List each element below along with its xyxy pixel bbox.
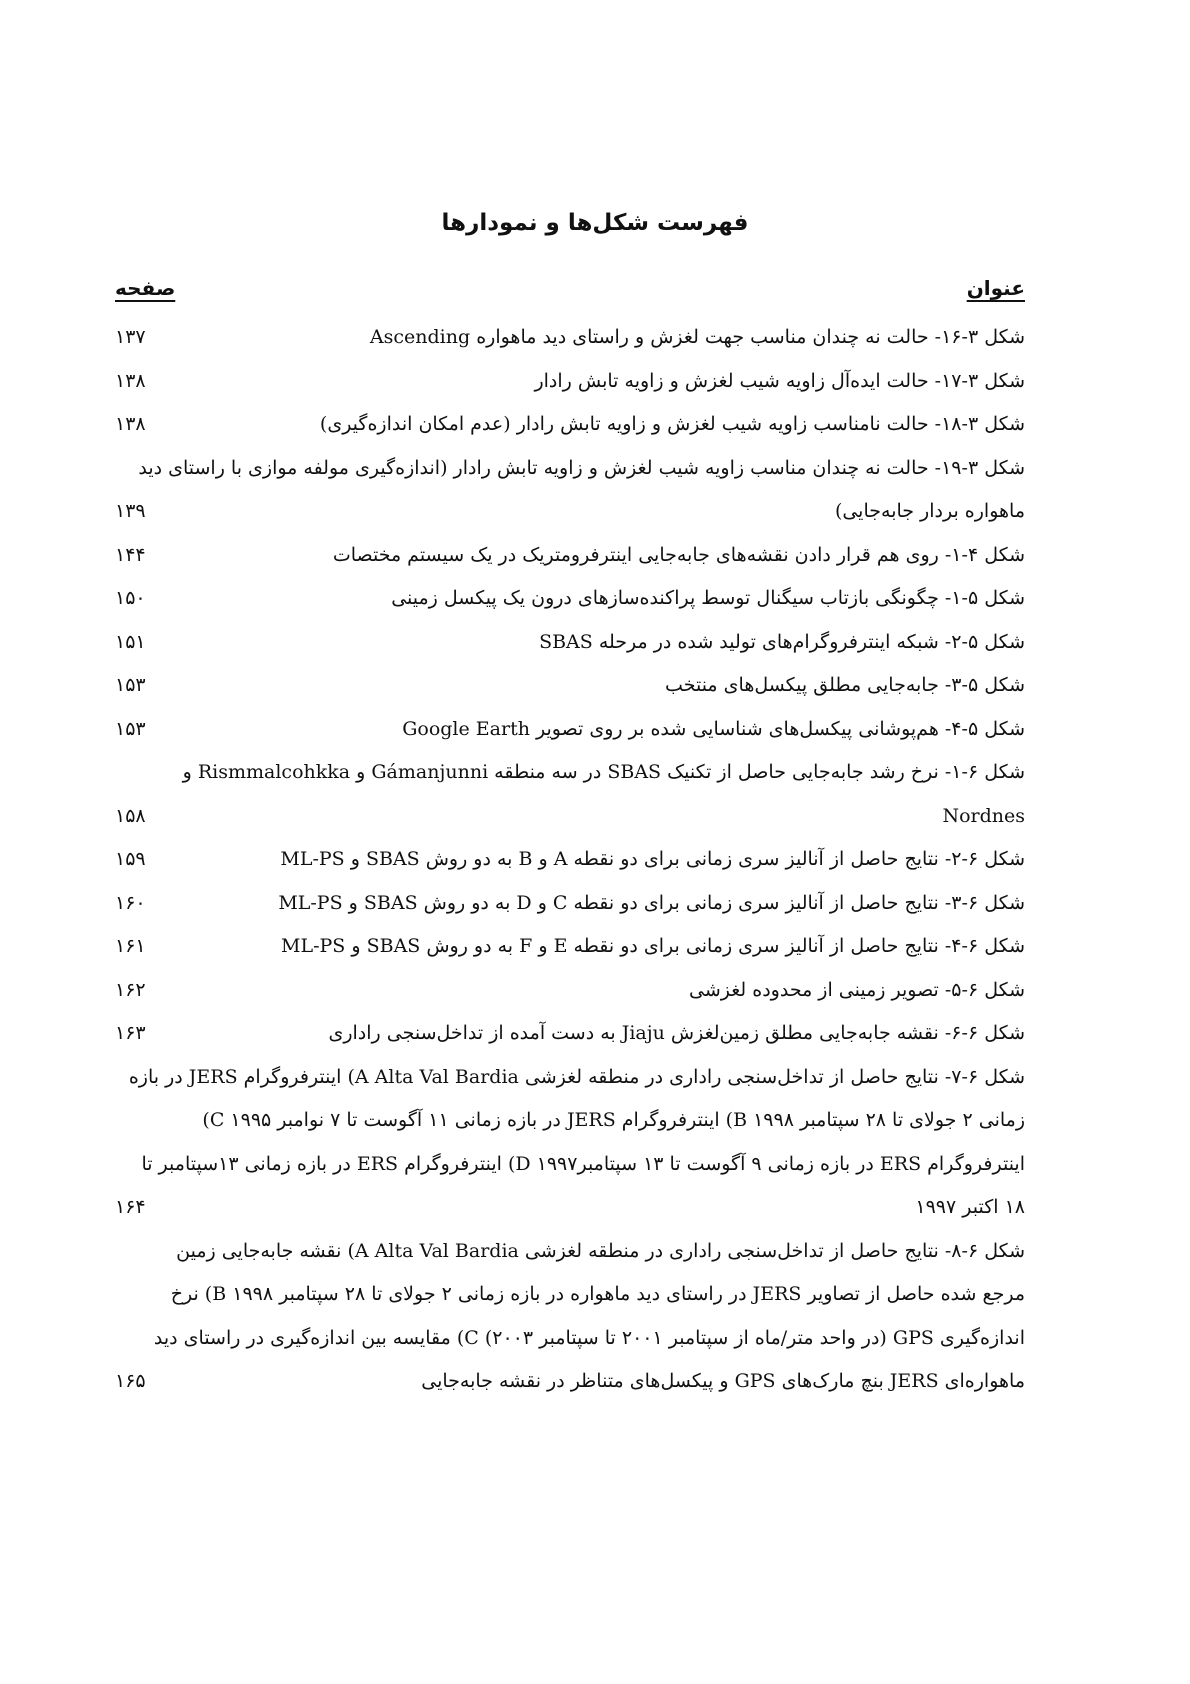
figure-caption: شکل ۵-۲- شبکه اینترفروگرام‌های تولید شده در مرحله SBAS bbox=[539, 630, 1025, 653]
figure-caption: شکل ۵-۴- هم‌پوشانی پیکسل‌های شناسایی شده بر روی تصویر Google Earth bbox=[402, 717, 1025, 740]
page-number: ۱۳۸ bbox=[115, 369, 146, 392]
figure-caption: شکل ۳-۱۶- حالت نه چندان مناسب جهت لغزش و راستای دید ماهواره Ascending bbox=[369, 326, 1025, 348]
figure-caption: شکل ۳-۱۷- حالت ایده‌آل زاویه شیب لغزش و زاویه تابش رادار bbox=[534, 369, 1025, 392]
figure-entry-line bbox=[115, 1230, 1025, 1274]
figure-caption: شکل ۳-۱۸- حالت نامناسب زاویه شیب لغزش و زاویه تابش رادار (عدم امکان اندازه‌گیری) bbox=[319, 413, 1025, 435]
figure-entry-line bbox=[115, 1056, 1025, 1100]
figure-entry-line bbox=[115, 316, 1025, 360]
page-number: ۱۶۳ bbox=[115, 1022, 146, 1044]
figure-caption: ۱۸ اکتبر ۱۹۹۷ bbox=[915, 1196, 1025, 1218]
figure-caption: اینترفروگرام ERS در بازه زمانی ۹ آگوست تا ۱۳ سپتامبر۱۹۹۷ D) اینترفروگرام ERS در بازه زمانی ۱۳سپتامبر تا bbox=[141, 1152, 1025, 1175]
figure-caption: شکل ۶-۶- نقشه جابه‌جایی مطلق زمین‌لغزش Jiaju به دست آمده از تداخل‌سنجی راداری bbox=[328, 1022, 1025, 1044]
figure-entry-line bbox=[115, 1186, 1025, 1230]
figure-entry-line bbox=[115, 838, 1025, 882]
figure-entry-line bbox=[115, 708, 1025, 752]
figure-caption: زمانی ۲ جولای تا ۲۸ سپتامبر ۱۹۹۸ B) اینترفروگرام JERS در بازه زمانی ۱۱ آگوست تا ۷ نوامبر ۱۹۹۵ C) bbox=[202, 1109, 1025, 1131]
figure-entry-line bbox=[115, 795, 1025, 839]
figure-entry-line bbox=[115, 1099, 1025, 1143]
page-number: ۱۵۸ bbox=[115, 804, 146, 827]
title-column-header: عنوان bbox=[966, 276, 1025, 300]
figure-entry-line bbox=[115, 1273, 1025, 1317]
page-number: ۱۶۵ bbox=[115, 1370, 146, 1392]
page-number: ۱۵۳ bbox=[115, 717, 146, 740]
page-number: ۱۳۷ bbox=[115, 326, 146, 348]
figure-caption: شکل ۶-۴- نتایج حاصل از آنالیز سری زمانی برای دو نقطه E و F به دو روش SBAS و ML-PS bbox=[281, 935, 1025, 957]
figure-entry-line bbox=[115, 1012, 1025, 1056]
page-number: ۱۳۹ bbox=[115, 500, 146, 522]
page-column-header: صفحه bbox=[115, 276, 176, 300]
figure-caption: شکل ۳-۱۹- حالت نه چندان مناسب زاویه شیب لغزش و زاویه تابش رادار (اندازه‌گیری مولفه موازی با راستای دید bbox=[138, 456, 1025, 479]
figure-caption: شکل ۶-۸- نتایج حاصل از تداخل‌سنجی راداری در منطقه لغزشی A Alta Val Bardia) نقشه جابه‌جایی زمین bbox=[176, 1239, 1025, 1262]
figure-caption: شکل ۵-۱- چگونگی بازتاب سیگنال توسط پراکنده‌سازهای درون یک پیکسل زمینی bbox=[391, 587, 1025, 609]
figure-entry-line bbox=[115, 882, 1025, 926]
figure-entry-line bbox=[115, 1360, 1025, 1404]
figure-caption: ماهواره‌ای JERS بنچ مارک‌های GPS و پیکسل‌های متناظر در نقشه جابه‌جایی bbox=[421, 1370, 1025, 1392]
figure-caption: شکل ۶-۷- نتایج حاصل از تداخل‌سنجی راداری در منطقه لغزشی A Alta Val Bardia) اینترفروگرام JERS در بازه bbox=[128, 1065, 1025, 1088]
page-number: ۱۴۴ bbox=[115, 543, 146, 566]
page-number: ۱۳۸ bbox=[115, 413, 146, 435]
figure-entries bbox=[115, 316, 1025, 1404]
figure-entry-line bbox=[115, 664, 1025, 708]
figure-caption: Nordnes bbox=[942, 804, 1025, 827]
figure-caption: شکل ۶-۱- نرخ رشد جابه‌جایی حاصل از تکنیک SBAS در سه منطقه Gámanjunni و Rismmalcohkka و bbox=[182, 761, 1025, 783]
figure-entry-line bbox=[115, 360, 1025, 404]
figure-caption: شکل ۶-۲- نتایج حاصل از آنالیز سری زمانی برای دو نقطه A و B به دو روش SBAS و ML-PS bbox=[280, 848, 1025, 870]
figure-entry-line bbox=[115, 969, 1025, 1013]
page-number: ۱۶۰ bbox=[115, 891, 146, 914]
page-number: ۱۵۳ bbox=[115, 674, 146, 696]
page-number: ۱۶۴ bbox=[115, 1196, 146, 1218]
figure-entry-line bbox=[115, 1317, 1025, 1361]
page-number: ۱۶۱ bbox=[115, 935, 146, 957]
figure-caption: مرجع شده حاصل از تصاویر JERS در راستای دید ماهواره در بازه زمانی ۲ جولای تا ۲۸ سپتامبر ۱۹۹۸ B) نرخ bbox=[170, 1283, 1025, 1305]
figure-caption: اندازه‌گیری GPS (در واحد متر/ماه از سپتامبر ۲۰۰۱ تا سپتامبر ۲۰۰۳) C) مقایسه بین اندازه‌گیری در راستای دید bbox=[153, 1326, 1025, 1349]
figure-caption: شکل ۶-۳- نتایج حاصل از آنالیز سری زمانی برای دو نقطه C و D به دو روش SBAS و ML-PS bbox=[278, 891, 1025, 914]
page-number: ۱۵۱ bbox=[115, 630, 146, 653]
page-number: ۱۶۲ bbox=[115, 978, 146, 1001]
figure-entry-line bbox=[115, 534, 1025, 578]
figure-caption: شکل ۴-۱- روی هم قرار دادن نقشه‌های جابه‌جایی اینترفرومتریک در یک سیستم مختصات bbox=[332, 543, 1025, 566]
figure-entry-line bbox=[115, 621, 1025, 665]
figure-caption: ماهواره بردار جابه‌جایی) bbox=[834, 500, 1025, 522]
figure-entry-line bbox=[115, 447, 1025, 491]
page-title: فهرست شکل‌ها و نمودارها bbox=[441, 210, 749, 236]
page-number: ۱۵۹ bbox=[115, 848, 146, 870]
figure-entry-line bbox=[115, 577, 1025, 621]
column-headers bbox=[115, 276, 1025, 316]
figure-entry-line bbox=[115, 403, 1025, 447]
figure-caption: شکل ۶-۵- تصویر زمینی از محدوده لغزشی bbox=[689, 978, 1025, 1001]
figure-caption: شکل ۵-۳- جابه‌جایی مطلق پیکسل‌های منتخب bbox=[665, 674, 1025, 696]
figure-list bbox=[115, 276, 1025, 1404]
figure-entry-line bbox=[115, 490, 1025, 534]
figure-entry-line bbox=[115, 925, 1025, 969]
page-number: ۱۵۰ bbox=[115, 587, 146, 609]
figure-entry-line bbox=[115, 751, 1025, 795]
figure-entry-line bbox=[115, 1143, 1025, 1187]
